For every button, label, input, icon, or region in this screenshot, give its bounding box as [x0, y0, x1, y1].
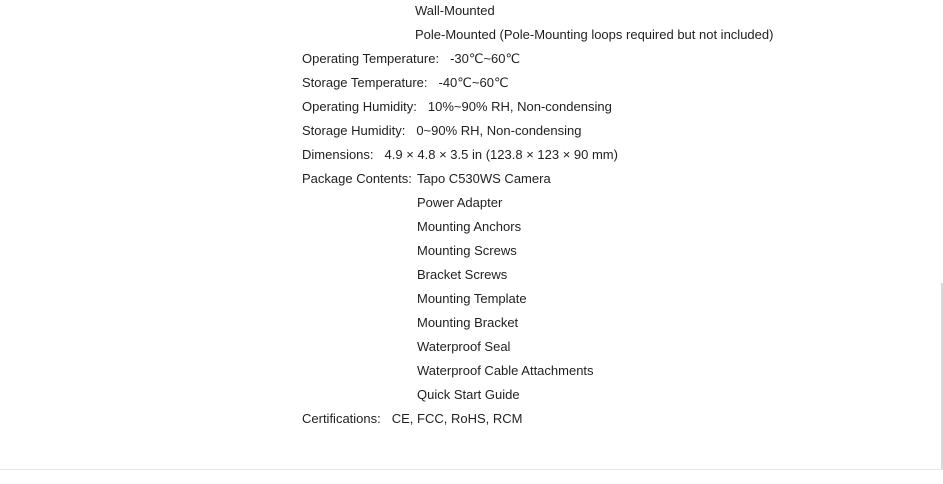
section-divider: [0, 469, 943, 470]
spec-certifications: [302, 411, 522, 427]
spec-label: Operating Humidity:: [302, 99, 417, 114]
package-item: Waterproof Cable Attachments: [417, 363, 594, 378]
package-item: Waterproof Seal: [417, 339, 511, 354]
package-item: Bracket Screws: [417, 267, 508, 282]
spec-label: Dimensions:: [302, 147, 374, 162]
package-item: Power Adapter: [417, 195, 503, 210]
spec-value: 0~90% RH, Non-condensing: [416, 123, 582, 138]
spec-operating-temperature: [302, 51, 520, 67]
spec-value: CE, FCC, RoHS, RCM: [391, 411, 523, 426]
spec-operating-humidity: [302, 99, 612, 115]
spec-storage-temperature: [302, 75, 509, 91]
package-item: Quick Start Guide: [417, 387, 520, 402]
package-item: Mounting Bracket: [417, 315, 519, 330]
spec-package-contents-label: Package Contents:: [302, 171, 412, 186]
mounting-option: Wall-Mounted: [415, 3, 495, 18]
spec-value: 4.9 × 4.8 × 3.5 in (123.8 × 123 × 90 mm): [384, 147, 618, 162]
mounting-option: Pole-Mounted (Pole-Mounting loops required but not included): [415, 27, 774, 42]
package-item: Tapo C530WS Camera: [417, 171, 551, 186]
spec-value: 10%~90% RH, Non-condensing: [427, 99, 612, 114]
spec-storage-humidity: [302, 123, 581, 139]
spec-dimensions: [302, 147, 618, 163]
spec-label: Storage Temperature:: [302, 75, 428, 90]
spec-label: Operating Temperature:: [302, 51, 440, 66]
spec-label: Storage Humidity:: [302, 123, 406, 138]
package-item: Mounting Screws: [417, 243, 517, 258]
spec-value: -30℃~60℃: [450, 51, 521, 66]
spec-value: -40℃~60℃: [438, 75, 509, 90]
package-item: Mounting Template: [417, 291, 527, 306]
spec-label: Certifications:: [302, 411, 381, 426]
package-item: Mounting Anchors: [417, 219, 522, 234]
